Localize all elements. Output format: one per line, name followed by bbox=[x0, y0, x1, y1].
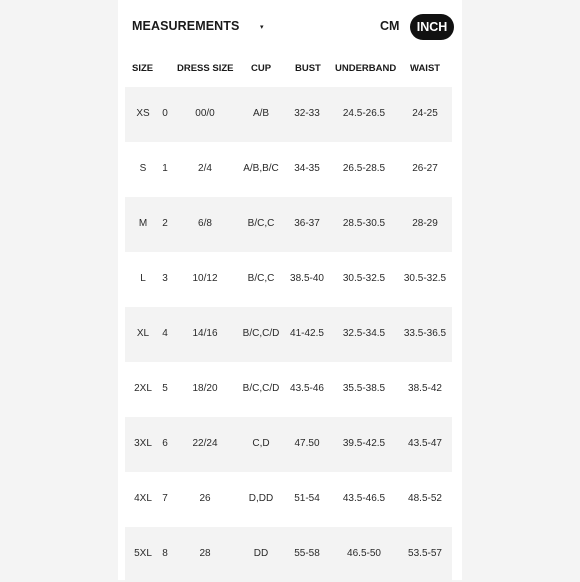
column-header-dress-size: DRESS SIZE bbox=[177, 63, 234, 74]
table-header bbox=[132, 63, 454, 77]
size-chart-toolbar bbox=[132, 14, 454, 42]
cell-size-number: 7 bbox=[162, 493, 168, 504]
cell-dress-size: 26 bbox=[199, 493, 211, 504]
cell-dress-size: 18/20 bbox=[192, 383, 218, 394]
cell-bust: 41-42.5 bbox=[290, 328, 324, 339]
cell-bust: 36-37 bbox=[294, 218, 320, 229]
cell-waist: 30.5-32.5 bbox=[403, 273, 447, 284]
cell-size: 4XL bbox=[134, 493, 152, 504]
table-row bbox=[125, 252, 452, 307]
cell-cup: D,DD bbox=[248, 493, 274, 504]
cell-size: M bbox=[138, 218, 148, 229]
cell-underband: 32.5-34.5 bbox=[342, 328, 386, 339]
cell-size: 5XL bbox=[134, 548, 152, 559]
table-row bbox=[125, 307, 452, 362]
measurements-dropdown[interactable]: MEASUREMENTS bbox=[132, 19, 240, 33]
chevron-down-icon[interactable]: ▾ bbox=[260, 24, 264, 31]
cell-waist: 26-27 bbox=[412, 163, 438, 174]
cell-underband: 28.5-30.5 bbox=[342, 218, 386, 229]
cell-cup: C,D bbox=[252, 438, 270, 449]
cell-dress-size: 14/16 bbox=[192, 328, 218, 339]
column-header-bust: BUST bbox=[295, 63, 321, 74]
column-header-underband: UNDERBAND bbox=[335, 63, 397, 74]
cell-size-number: 5 bbox=[162, 383, 168, 394]
cell-dress-size: 10/12 bbox=[192, 273, 218, 284]
table-row bbox=[125, 472, 452, 527]
table-row bbox=[125, 417, 452, 472]
column-header-size: SIZE bbox=[132, 63, 154, 74]
cell-size: XL bbox=[136, 328, 150, 339]
cell-waist: 43.5-47 bbox=[408, 438, 442, 449]
cell-cup: A/B,B/C bbox=[243, 163, 279, 174]
cell-size-number: 3 bbox=[162, 273, 168, 284]
cell-underband: 43.5-46.5 bbox=[342, 493, 386, 504]
cell-size-number: 2 bbox=[162, 218, 168, 229]
cell-waist: 48.5-52 bbox=[408, 493, 442, 504]
cell-bust: 55-58 bbox=[294, 548, 320, 559]
unit-cm-toggle[interactable]: CM bbox=[380, 19, 400, 33]
cell-waist: 38.5-42 bbox=[408, 383, 442, 394]
table-row bbox=[125, 142, 452, 197]
cell-underband: 24.5-26.5 bbox=[342, 108, 386, 119]
cell-size-number: 0 bbox=[162, 108, 168, 119]
cell-underband: 30.5-32.5 bbox=[342, 273, 386, 284]
cell-bust: 47.50 bbox=[294, 438, 320, 449]
cell-underband: 46.5-50 bbox=[347, 548, 381, 559]
cell-underband: 39.5-42.5 bbox=[342, 438, 386, 449]
cell-waist: 28-29 bbox=[412, 218, 438, 229]
cell-dress-size: 2/4 bbox=[198, 163, 212, 174]
cell-size: L bbox=[140, 273, 146, 284]
cell-size-number: 1 bbox=[162, 163, 168, 174]
cell-underband: 35.5-38.5 bbox=[342, 383, 386, 394]
size-table-body bbox=[125, 87, 452, 582]
table-row bbox=[125, 362, 452, 417]
table-row bbox=[125, 197, 452, 252]
cell-waist: 33.5-36.5 bbox=[403, 328, 447, 339]
table-row bbox=[125, 87, 452, 142]
cell-bust: 32-33 bbox=[294, 108, 320, 119]
cell-cup: B/C,C/D bbox=[242, 383, 280, 394]
cell-waist: 53.5-57 bbox=[408, 548, 442, 559]
cell-dress-size: 22/24 bbox=[192, 438, 218, 449]
cell-bust: 38.5-40 bbox=[290, 273, 324, 284]
cell-waist: 24-25 bbox=[412, 108, 438, 119]
cell-cup: DD bbox=[253, 548, 269, 559]
cell-size-number: 4 bbox=[162, 328, 168, 339]
cell-bust: 34-35 bbox=[294, 163, 320, 174]
column-header-waist: WAIST bbox=[410, 63, 441, 74]
cell-size: XS bbox=[136, 108, 150, 119]
cell-dress-size: 6/8 bbox=[198, 218, 212, 229]
cell-cup: A/B bbox=[252, 108, 270, 119]
cell-dress-size: 00/0 bbox=[195, 108, 215, 119]
unit-inch-toggle[interactable]: INCH bbox=[410, 14, 454, 40]
cell-bust: 43.5-46 bbox=[290, 383, 324, 394]
cell-bust: 51-54 bbox=[294, 493, 320, 504]
cell-dress-size: 28 bbox=[199, 548, 211, 559]
cell-size-number: 8 bbox=[162, 548, 168, 559]
cell-underband: 26.5-28.5 bbox=[342, 163, 386, 174]
table-row bbox=[125, 527, 452, 582]
cell-cup: B/C,C bbox=[247, 273, 275, 284]
cell-size: 3XL bbox=[134, 438, 152, 449]
cell-cup: B/C,C/D bbox=[242, 328, 280, 339]
column-header-cup: CUP bbox=[251, 63, 272, 74]
cell-cup: B/C,C bbox=[247, 218, 275, 229]
cell-size: 2XL bbox=[134, 383, 152, 394]
cell-size-number: 6 bbox=[162, 438, 168, 449]
cell-size: S bbox=[139, 163, 147, 174]
